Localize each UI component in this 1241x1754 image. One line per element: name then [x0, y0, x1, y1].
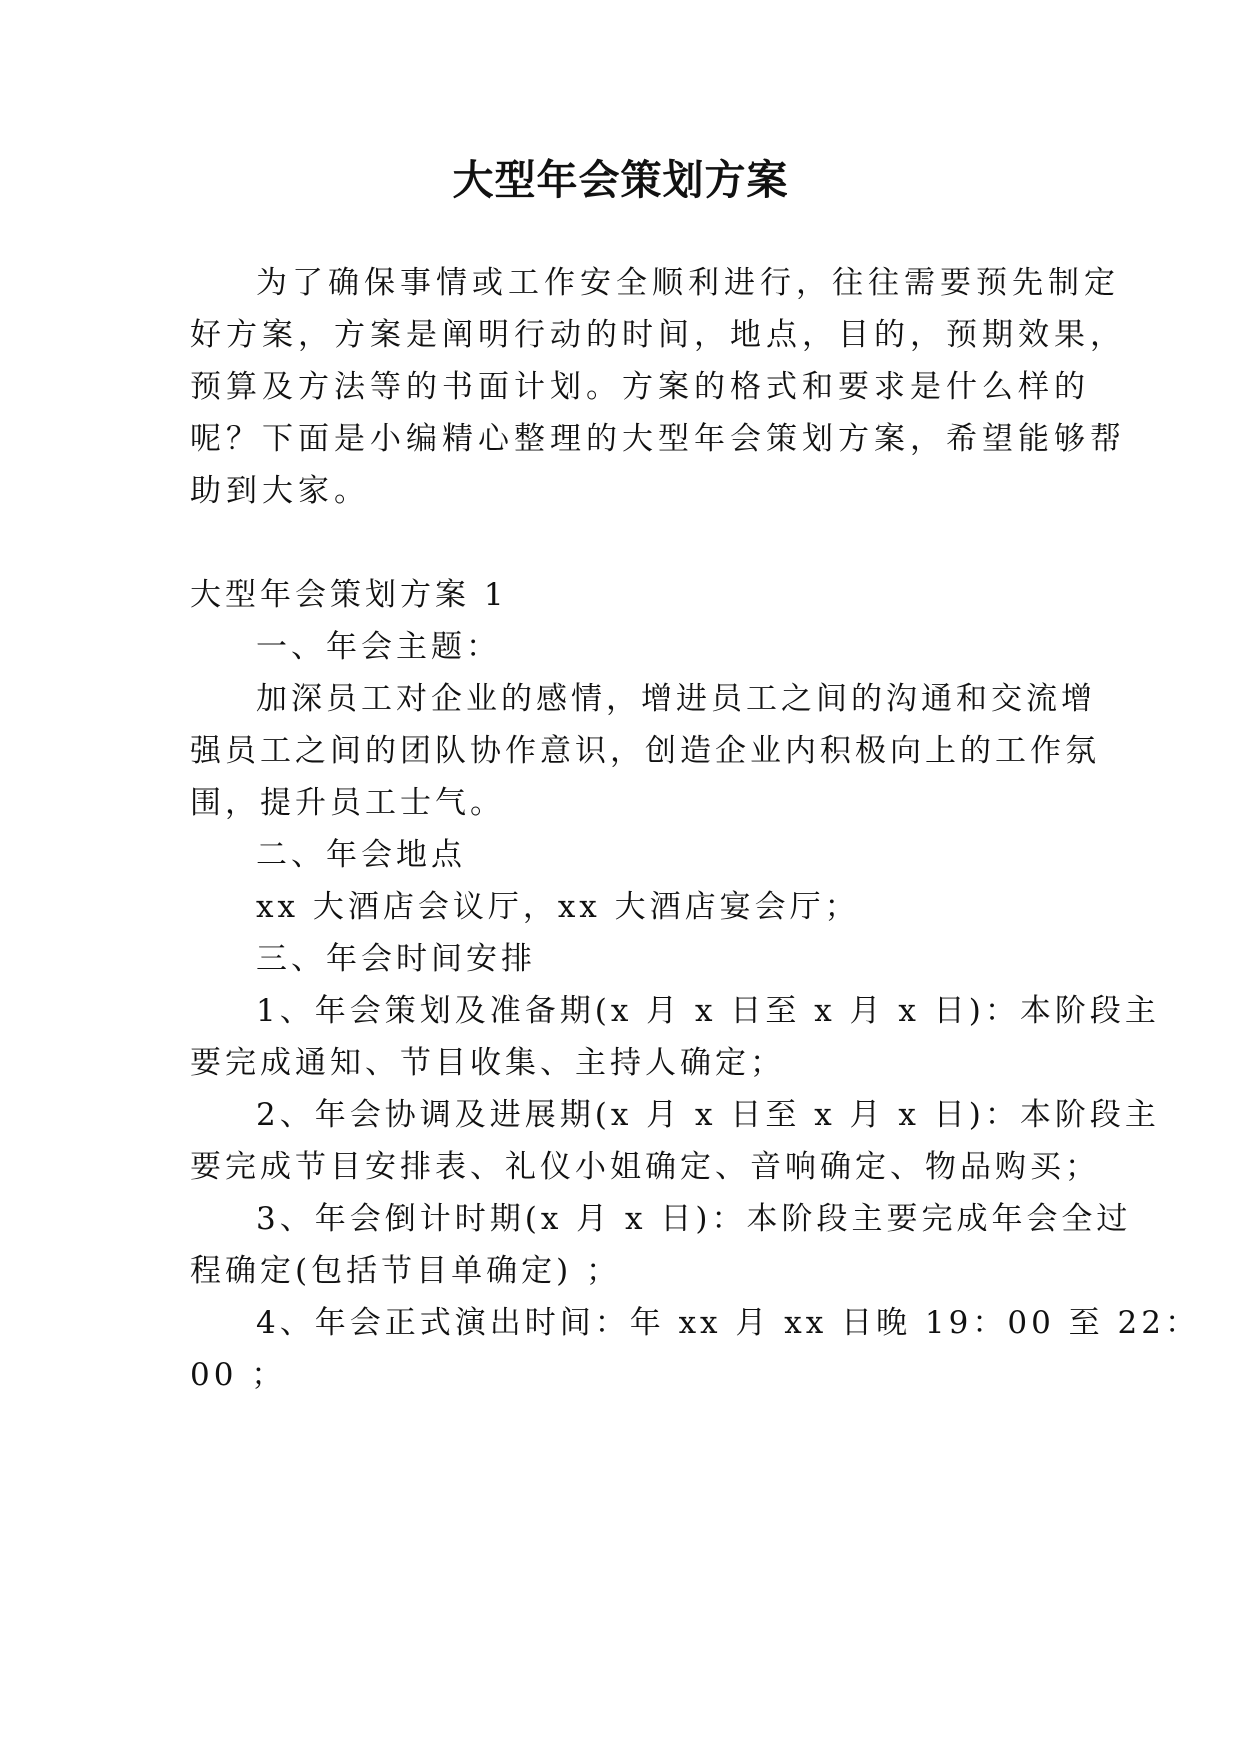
- document-title: 大型年会策划方案: [452, 156, 789, 204]
- schedule-item: 4、年会正式演出时间：年 xx 月 xx 日晚 19：00 至 22：: [256, 1305, 1200, 1341]
- body-line: 00 ；: [190, 1357, 287, 1393]
- intro-line: 预算及方法等的书面计划。方案的格式和要求是什么样的: [190, 369, 1090, 405]
- body-line: 强员工之间的团队协作意识，创造企业内积极向上的工作氛: [190, 733, 1100, 769]
- intro-line: 好方案，方案是阐明行动的时间，地点，目的，预期效果，: [190, 317, 1126, 353]
- intro-line: 助到大家。: [190, 473, 370, 509]
- section-title: 大型年会策划方案 1: [190, 577, 508, 613]
- heading-schedule: 三、年会时间安排: [256, 941, 536, 977]
- intro-line: 为了确保事情或工作安全顺利进行，往往需要预先制定: [256, 265, 1120, 301]
- schedule-item: 3、年会倒计时期(x 月 x 日)：本阶段主要完成年会全过: [256, 1201, 1132, 1237]
- schedule-item: 1、年会策划及准备期(x 月 x 日至 x 月 x 日)：本阶段主: [256, 993, 1160, 1029]
- heading-theme: 一、年会主题：: [256, 629, 501, 665]
- body-line: 加深员工对企业的感情，增进员工之间的沟通和交流增: [256, 681, 1096, 717]
- body-line: xx 大酒店会议厅，xx 大酒店宴会厅；: [256, 889, 860, 925]
- body-line: 要完成节目安排表、礼仪小姐确定、音响确定、物品购买；: [190, 1149, 1100, 1185]
- schedule-item: 2、年会协调及进展期(x 月 x 日至 x 月 x 日)：本阶段主: [256, 1097, 1160, 1133]
- body-line: 围，提升员工士气。: [190, 785, 505, 821]
- heading-venue: 二、年会地点: [256, 837, 466, 873]
- body-line: 程确定(包括节目单确定) ；: [190, 1253, 622, 1289]
- body-line: 要完成通知、节目收集、主持人确定；: [190, 1045, 785, 1081]
- intro-line: 呢？下面是小编精心整理的大型年会策划方案，希望能够帮: [190, 421, 1126, 457]
